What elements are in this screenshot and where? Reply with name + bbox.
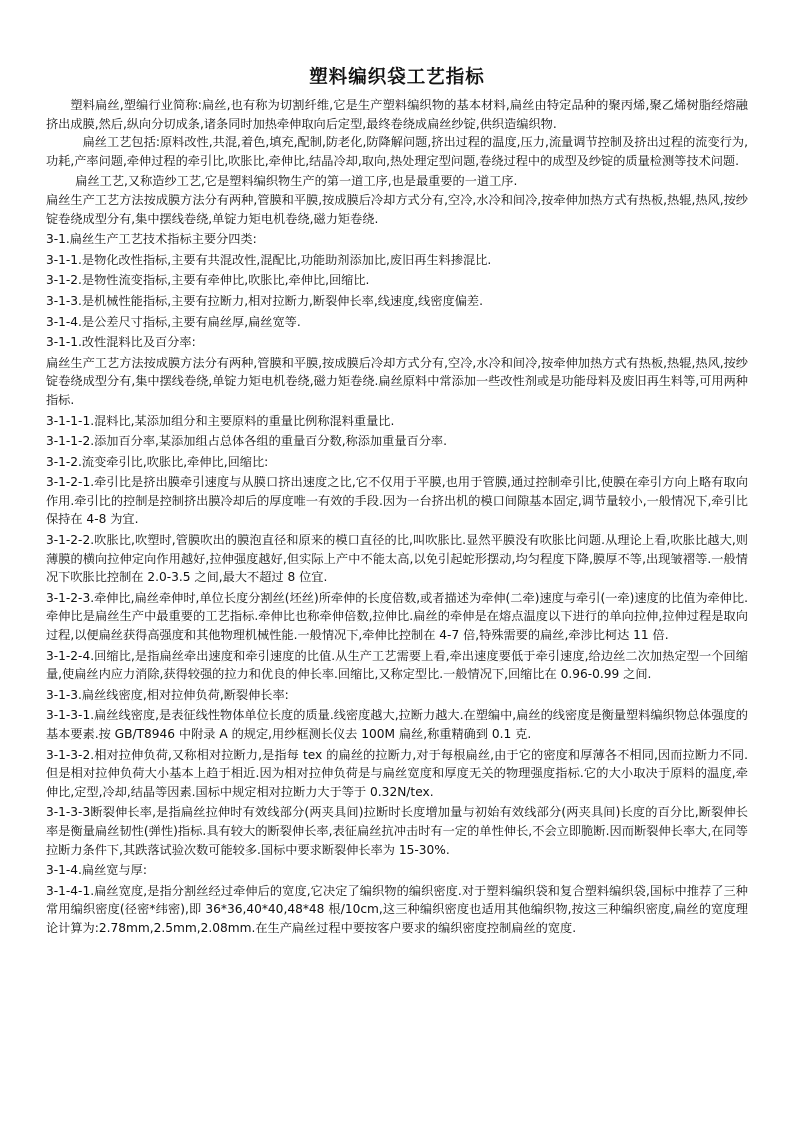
paragraph-3-1-2-2: 3-1-2-2.吹胀比,吹塑时,管膜吹出的膜泡直径和原来的模口直径的比,叫吹胀比.显然平膜没有吹胀比问题.从理论上看,吹胀比越大,则薄膜的横向拉伸定向作用越好,拉伸强度越好,但实际上产中不能太高,以免引起蛇形摆动,均匀程度下降,膜厚不等,出现皱褶等.一般情况下吹胀比控制在 2.0-3.5 之间,最大不超过 8 位宜. — [46, 533, 748, 585]
paragraph-modifiers: 扁丝生产工艺方法按成膜方法分有两种,管膜和平膜,按成膜后冷却方式分有,空冷,水冷和间冷,按牵伸加热方式有热板,热辊,热风,按纱锭卷绕成型分有,集中摆线卷绕,单锭力矩电机卷绕,磁力矩卷绕.扁丝原料中常添加一些改性剂或是功能母料及废旧再生料等,可用两种指标. — [46, 355, 748, 407]
paragraph-3-1-4-1: 3-1-4-1.扁丝宽度,是指分割丝经过牵伸后的宽度,它决定了编织物的编织密度.对于塑料编织袋和复合塑料编织袋,国标中推荐了三种常用编织密度(径密*纬密),即 36*36,40*40,48*48 根/10cm,这三种编织密度也适用其他编织物,按这三种编织密度,扁丝的宽度理论计算为:2.78mm,2.5mm,2.08mm.在生产扁丝过程中要按客户要求的编织密度控制扁丝的宽度. — [46, 883, 748, 935]
section-heading-3-1: 3-1.扁丝生产工艺技术指标主要分四类: — [46, 232, 257, 247]
section-heading-3-1-4: 3-1-4.扁丝宽与厚: — [46, 863, 147, 878]
section-heading-3-1-1: 3-1-1.改性混料比及百分率: — [46, 335, 196, 350]
paragraph-3-1-2-3: 3-1-2-3.牵伸比,扁丝牵伸时,单位长度分割丝(坯丝)所牵伸的长度倍数,或者描述为牵伸(二牵)速度与牵引(一牵)速度的比值为牵伸比.牵伸比是扁丝生产中最重要的工艺指标.牵伸比也称牵伸倍数,拉伸比.扁丝的牵伸是在熔点温度以下进行的单向拉伸,拉伸过程是取向过程,以便扁丝获得高强度和其他物理机械性能.一般情况下,牵伸比控制在 4-7 倍,特殊需要的扁丝,牵涉比柯达 11 倍. — [46, 590, 748, 643]
paragraph-3-1-2-4: 3-1-2-4.回缩比,是指扁丝牵出速度和牵引速度的比值.从生产工艺需要上看,牵出速度要低于牵引速度,给边丝二次加热定型一个回缩量,使扁丝内应力消除,获得较强的拉力和优良的伸长率.回缩比,又称定型比.一般情况下,回缩比在 0.96-0.99 之间. — [46, 648, 748, 682]
list-item-3-1-3: 3-1-3.是机械性能指标,主要有拉断力,相对拉断力,断裂伸长率,线速度,线密度偏差. — [46, 293, 483, 308]
paragraph-yarn-process: 扁丝工艺,又称造纱工艺,它是塑料编织物生产的第一道工序,也是最重要的一道工序. — [75, 174, 518, 189]
paragraph-3-1-3-2: 3-1-3-2.相对拉伸负荷,又称相对拉断力,是指每 tex 的扁丝的拉断力,对于每根扁丝,由于它的密度和厚薄各不相同,因而拉断力不同.但是相对拉伸负荷大小基本上趋于相近.因为相对拉伸负荷是与扁丝宽度和厚度无关的物理强度指标.它的大小取决于原料的温度,牵伸比,定型,冷却,结晶等因素.国标中规定相对拉断力大于等于 0.32N/tex. — [46, 747, 748, 799]
paragraph-process: 扁丝工艺包括:原料改性,共混,着色,填充,配制,防老化,防降解问题,挤出过程的温度,压力,流量调节控制及挤出过程的流变行为,功耗,产率问题,牵伸过程的牵引比,吹胀比,牵伸比,结晶冷却,取向,热处理定型问题,卷绕过程中的成型及纱锭的质量检测等技术问题. — [46, 135, 748, 168]
list-item-3-1-2: 3-1-2.是物性流变指标,主要有牵伸比,吹胀比,牵伸比,回缩比. — [46, 273, 370, 288]
paragraph-3-1-3-3: 3-1-3-3断裂伸长率,是指扁丝拉伸时有效线部分(两夹具间)拉断时长度增加量与初始有效线部分(两夹具间)长度的百分比,断裂伸长率是衡量扁丝韧性(弹性)指标.具有较大的断裂伸长率,表征扁丝抗冲击时有一定的单性伸长,不会立即脆断.因而断裂伸长率大,在同等拉断力条件下,其跌落试验次数可能较多.国标中要求断裂伸长率为 15-30%. — [46, 805, 748, 857]
section-heading-3-1-3: 3-1-3.扁丝线密度,相对拉伸负荷,断裂伸长率: — [46, 687, 289, 702]
document-body — [46, 96, 748, 938]
document-title: 塑料编织袋工艺指标 — [309, 67, 485, 88]
paragraph-3-1-2-1: 3-1-2-1.牵引比是挤出膜牵引速度与从膜口挤出速度之比,它不仅用于平膜,也用于管膜,通过控制牵引比,使膜在牵引方向上略有取向作用.牵引比的控制是控制挤出膜冷却后的厚度唯一有效的手段.因为一台挤出机的模口间隙基本固定,调节量较小,一般情况下,牵引比保持在 4-8 为宜. — [46, 475, 748, 527]
list-item-3-1-1-2: 3-1-1-2.添加百分率,某添加组占总体各组的重量百分数,称添加重量百分率. — [46, 434, 447, 449]
section-heading-3-1-2: 3-1-2.流变牵引比,吹胀比,牵伸比,回缩比: — [46, 454, 269, 469]
paragraph-3-1-3-1: 3-1-3-1.扁丝线密度,是表征线性物体单位长度的质量.线密度越大,拉断力越大.在塑编中,扁丝的线密度是衡量塑料编织物总体强度的基本要素.按 GB/T8946 中附录 A 的规定,用纱框测长仪去 100M 扁丝,称重精确到 0.1 克. — [46, 708, 748, 741]
list-item-3-1-1-1: 3-1-1-1.混料比,某添加组分和主要原料的重量比例称混料重量比. — [46, 413, 395, 428]
paragraph-methods: 扁丝生产工艺方法按成膜方法分有两种,管膜和平膜,按成膜后冷却方式分有,空冷,水冷和间冷,按牵伸加热方式有热板,热辊,热风,按纱锭卷绕成型分有,集中摆线卷绕,单锭力矩电机卷绕,磁力矩卷绕. — [46, 192, 748, 226]
list-item-3-1-1: 3-1-1.是物化改性指标,主要有共混改性,混配比,功能助剂添加比,废旧再生料掺混比. — [46, 252, 492, 267]
list-item-3-1-4: 3-1-4.是公差尺寸指标,主要有扁丝厚,扁丝宽等. — [46, 314, 301, 329]
paragraph-intro: 塑料扁丝,塑编行业简称:扁丝,也有称为切割纤维,它是生产塑料编织物的基本材料,扁丝由特定品种的聚丙烯,聚乙烯树脂经熔融挤出成膜,然后,纵向分切成条,诸条同时加热牵伸取向后定型,最终卷绕成扁丝纱锭,供织造编织物. — [46, 98, 748, 131]
